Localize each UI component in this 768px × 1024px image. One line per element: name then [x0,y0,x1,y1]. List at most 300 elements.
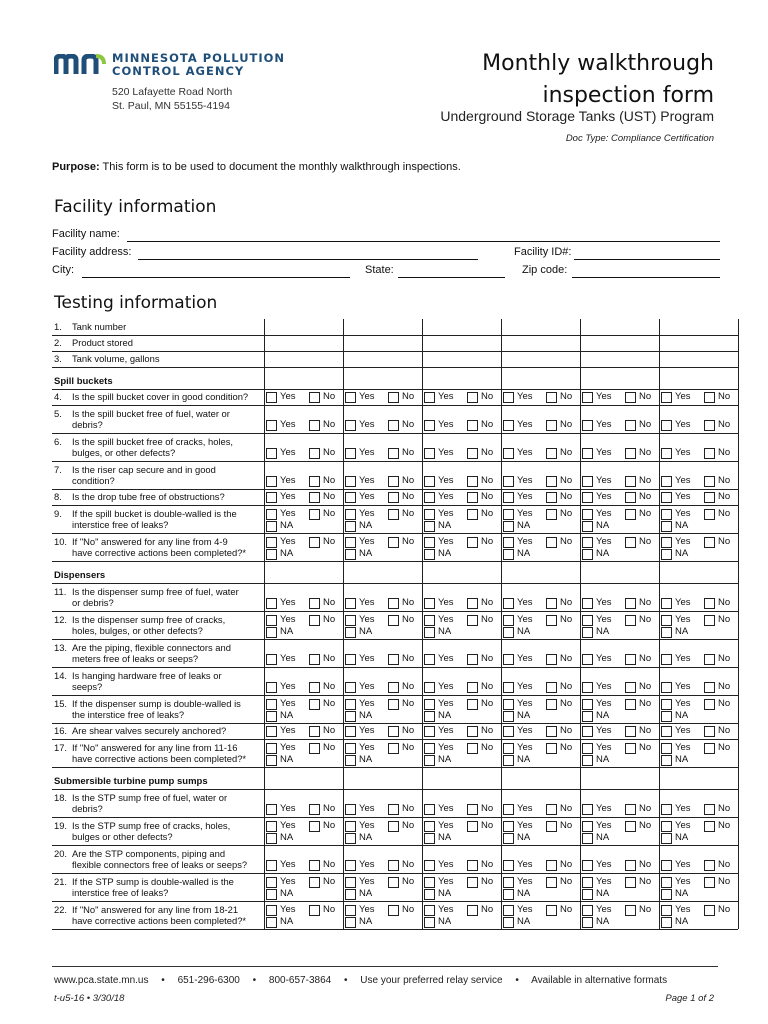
yes-checkbox[interactable] [503,726,514,737]
no-checkbox[interactable] [625,537,636,548]
na-checkbox[interactable] [345,889,356,900]
yes-checkbox[interactable] [424,420,435,431]
yes-checkbox[interactable] [345,420,356,431]
no-checkbox[interactable] [388,598,399,609]
yes-checkbox[interactable] [266,804,277,815]
no-checkbox[interactable] [309,654,320,665]
na-checkbox[interactable] [266,917,277,928]
yes-checkbox[interactable] [503,492,514,503]
no-checkbox[interactable] [467,743,478,754]
yes-checkbox[interactable] [661,392,672,403]
na-checkbox[interactable] [661,889,672,900]
no-checkbox[interactable] [309,615,320,626]
yes-checkbox[interactable] [503,420,514,431]
yes-checkbox[interactable] [424,509,435,520]
yes-checkbox[interactable] [661,509,672,520]
yes-checkbox[interactable] [503,905,514,916]
yes-checkbox[interactable] [266,821,277,832]
yes-checkbox[interactable] [582,492,593,503]
yes-checkbox[interactable] [345,726,356,737]
yes-checkbox[interactable] [503,509,514,520]
yes-checkbox[interactable] [582,420,593,431]
na-checkbox[interactable] [424,917,435,928]
no-checkbox[interactable] [309,509,320,520]
na-checkbox[interactable] [503,889,514,900]
yes-checkbox[interactable] [345,821,356,832]
no-checkbox[interactable] [467,726,478,737]
yes-checkbox[interactable] [503,448,514,459]
no-checkbox[interactable] [467,682,478,693]
no-checkbox[interactable] [704,448,715,459]
yes-checkbox[interactable] [345,699,356,710]
no-checkbox[interactable] [309,682,320,693]
yes-checkbox[interactable] [582,615,593,626]
yes-checkbox[interactable] [582,699,593,710]
yes-checkbox[interactable] [424,654,435,665]
na-checkbox[interactable] [503,549,514,560]
no-checkbox[interactable] [704,420,715,431]
yes-checkbox[interactable] [503,654,514,665]
no-checkbox[interactable] [625,420,636,431]
na-checkbox[interactable] [503,833,514,844]
no-checkbox[interactable] [625,804,636,815]
no-checkbox[interactable] [546,420,557,431]
yes-checkbox[interactable] [424,476,435,487]
na-checkbox[interactable] [661,755,672,766]
yes-checkbox[interactable] [582,682,593,693]
yes-checkbox[interactable] [661,448,672,459]
yes-checkbox[interactable] [266,420,277,431]
tank-input-cell[interactable] [660,335,737,351]
no-checkbox[interactable] [625,877,636,888]
tank-input-cell[interactable] [423,335,500,351]
no-checkbox[interactable] [388,492,399,503]
no-checkbox[interactable] [388,821,399,832]
no-checkbox[interactable] [309,392,320,403]
na-checkbox[interactable] [266,833,277,844]
yes-checkbox[interactable] [661,699,672,710]
yes-checkbox[interactable] [503,821,514,832]
na-checkbox[interactable] [503,917,514,928]
na-checkbox[interactable] [424,889,435,900]
no-checkbox[interactable] [388,699,399,710]
no-checkbox[interactable] [309,448,320,459]
yes-checkbox[interactable] [424,492,435,503]
na-checkbox[interactable] [661,549,672,560]
na-checkbox[interactable] [266,627,277,638]
no-checkbox[interactable] [309,699,320,710]
yes-checkbox[interactable] [345,682,356,693]
yes-checkbox[interactable] [345,598,356,609]
no-checkbox[interactable] [625,682,636,693]
na-checkbox[interactable] [503,711,514,722]
yes-checkbox[interactable] [266,654,277,665]
no-checkbox[interactable] [625,509,636,520]
tank-input-cell[interactable] [581,319,658,335]
no-checkbox[interactable] [704,537,715,548]
yes-checkbox[interactable] [266,682,277,693]
na-checkbox[interactable] [266,889,277,900]
tank-input-cell[interactable] [265,335,342,351]
no-checkbox[interactable] [309,420,320,431]
yes-checkbox[interactable] [582,448,593,459]
no-checkbox[interactable] [546,699,557,710]
facility-name-field[interactable] [127,241,720,242]
yes-checkbox[interactable] [424,682,435,693]
na-checkbox[interactable] [345,917,356,928]
no-checkbox[interactable] [467,537,478,548]
tank-input-cell[interactable] [344,319,421,335]
yes-checkbox[interactable] [503,804,514,815]
yes-checkbox[interactable] [424,860,435,871]
yes-checkbox[interactable] [266,726,277,737]
yes-checkbox[interactable] [661,877,672,888]
no-checkbox[interactable] [546,537,557,548]
yes-checkbox[interactable] [503,537,514,548]
no-checkbox[interactable] [546,492,557,503]
no-checkbox[interactable] [546,821,557,832]
yes-checkbox[interactable] [503,615,514,626]
no-checkbox[interactable] [467,492,478,503]
no-checkbox[interactable] [467,699,478,710]
no-checkbox[interactable] [388,476,399,487]
no-checkbox[interactable] [546,598,557,609]
no-checkbox[interactable] [467,905,478,916]
no-checkbox[interactable] [625,699,636,710]
no-checkbox[interactable] [388,905,399,916]
no-checkbox[interactable] [388,860,399,871]
no-checkbox[interactable] [546,860,557,871]
yes-checkbox[interactable] [582,860,593,871]
no-checkbox[interactable] [467,654,478,665]
yes-checkbox[interactable] [424,804,435,815]
na-checkbox[interactable] [661,917,672,928]
yes-checkbox[interactable] [345,804,356,815]
no-checkbox[interactable] [625,726,636,737]
no-checkbox[interactable] [546,615,557,626]
yes-checkbox[interactable] [661,492,672,503]
no-checkbox[interactable] [309,860,320,871]
na-checkbox[interactable] [424,521,435,532]
na-checkbox[interactable] [266,549,277,560]
tank-input-cell[interactable] [502,319,579,335]
yes-checkbox[interactable] [582,509,593,520]
na-checkbox[interactable] [424,627,435,638]
yes-checkbox[interactable] [424,877,435,888]
no-checkbox[interactable] [704,905,715,916]
facility-id-field[interactable] [574,259,720,260]
yes-checkbox[interactable] [503,860,514,871]
na-checkbox[interactable] [345,833,356,844]
no-checkbox[interactable] [309,877,320,888]
na-checkbox[interactable] [582,521,593,532]
no-checkbox[interactable] [467,821,478,832]
yes-checkbox[interactable] [503,392,514,403]
no-checkbox[interactable] [625,448,636,459]
yes-checkbox[interactable] [266,537,277,548]
na-checkbox[interactable] [345,627,356,638]
na-checkbox[interactable] [582,833,593,844]
yes-checkbox[interactable] [424,392,435,403]
tank-input-cell[interactable] [265,351,342,367]
yes-checkbox[interactable] [661,860,672,871]
no-checkbox[interactable] [467,476,478,487]
yes-checkbox[interactable] [345,615,356,626]
yes-checkbox[interactable] [661,682,672,693]
yes-checkbox[interactable] [661,598,672,609]
yes-checkbox[interactable] [424,905,435,916]
yes-checkbox[interactable] [582,726,593,737]
na-checkbox[interactable] [266,521,277,532]
no-checkbox[interactable] [467,448,478,459]
tank-input-cell[interactable] [660,351,737,367]
no-checkbox[interactable] [625,476,636,487]
footer-website[interactable]: www.pca.state.mn.us [54,975,149,986]
yes-checkbox[interactable] [424,537,435,548]
no-checkbox[interactable] [546,682,557,693]
na-checkbox[interactable] [582,755,593,766]
yes-checkbox[interactable] [582,476,593,487]
na-checkbox[interactable] [424,833,435,844]
yes-checkbox[interactable] [266,598,277,609]
no-checkbox[interactable] [309,598,320,609]
yes-checkbox[interactable] [582,537,593,548]
no-checkbox[interactable] [625,905,636,916]
na-checkbox[interactable] [582,889,593,900]
yes-checkbox[interactable] [345,654,356,665]
no-checkbox[interactable] [704,821,715,832]
no-checkbox[interactable] [625,654,636,665]
yes-checkbox[interactable] [582,804,593,815]
na-checkbox[interactable] [345,711,356,722]
no-checkbox[interactable] [309,726,320,737]
state-field[interactable] [398,277,505,278]
no-checkbox[interactable] [704,682,715,693]
yes-checkbox[interactable] [582,743,593,754]
yes-checkbox[interactable] [345,392,356,403]
yes-checkbox[interactable] [345,905,356,916]
no-checkbox[interactable] [625,615,636,626]
tank-input-cell[interactable] [502,351,579,367]
no-checkbox[interactable] [625,860,636,871]
no-checkbox[interactable] [546,877,557,888]
no-checkbox[interactable] [625,598,636,609]
no-checkbox[interactable] [309,743,320,754]
yes-checkbox[interactable] [503,743,514,754]
no-checkbox[interactable] [467,392,478,403]
yes-checkbox[interactable] [661,537,672,548]
yes-checkbox[interactable] [661,821,672,832]
yes-checkbox[interactable] [582,392,593,403]
no-checkbox[interactable] [467,615,478,626]
no-checkbox[interactable] [388,392,399,403]
na-checkbox[interactable] [582,917,593,928]
no-checkbox[interactable] [388,509,399,520]
yes-checkbox[interactable] [582,877,593,888]
na-checkbox[interactable] [661,627,672,638]
no-checkbox[interactable] [546,392,557,403]
tank-input-cell[interactable] [581,335,658,351]
no-checkbox[interactable] [704,392,715,403]
yes-checkbox[interactable] [424,821,435,832]
na-checkbox[interactable] [582,711,593,722]
no-checkbox[interactable] [467,509,478,520]
yes-checkbox[interactable] [266,905,277,916]
tank-input-cell[interactable] [344,351,421,367]
tank-input-cell[interactable] [502,335,579,351]
no-checkbox[interactable] [388,726,399,737]
no-checkbox[interactable] [467,860,478,871]
na-checkbox[interactable] [661,711,672,722]
yes-checkbox[interactable] [424,743,435,754]
tank-input-cell[interactable] [265,319,342,335]
no-checkbox[interactable] [704,492,715,503]
no-checkbox[interactable] [546,804,557,815]
yes-checkbox[interactable] [661,615,672,626]
city-field[interactable] [82,277,350,278]
no-checkbox[interactable] [704,860,715,871]
na-checkbox[interactable] [661,833,672,844]
yes-checkbox[interactable] [266,860,277,871]
yes-checkbox[interactable] [582,654,593,665]
yes-checkbox[interactable] [503,699,514,710]
no-checkbox[interactable] [625,743,636,754]
yes-checkbox[interactable] [345,492,356,503]
no-checkbox[interactable] [625,392,636,403]
yes-checkbox[interactable] [266,492,277,503]
yes-checkbox[interactable] [345,476,356,487]
na-checkbox[interactable] [345,755,356,766]
na-checkbox[interactable] [503,521,514,532]
no-checkbox[interactable] [704,804,715,815]
no-checkbox[interactable] [309,492,320,503]
na-checkbox[interactable] [661,521,672,532]
no-checkbox[interactable] [625,821,636,832]
tank-input-cell[interactable] [344,335,421,351]
no-checkbox[interactable] [388,877,399,888]
yes-checkbox[interactable] [345,877,356,888]
yes-checkbox[interactable] [424,726,435,737]
yes-checkbox[interactable] [345,537,356,548]
no-checkbox[interactable] [546,476,557,487]
facility-address-field[interactable] [138,259,478,260]
yes-checkbox[interactable] [661,420,672,431]
na-checkbox[interactable] [582,549,593,560]
yes-checkbox[interactable] [424,615,435,626]
yes-checkbox[interactable] [661,476,672,487]
na-checkbox[interactable] [503,755,514,766]
no-checkbox[interactable] [704,509,715,520]
yes-checkbox[interactable] [345,743,356,754]
yes-checkbox[interactable] [266,743,277,754]
no-checkbox[interactable] [546,654,557,665]
na-checkbox[interactable] [345,521,356,532]
no-checkbox[interactable] [309,537,320,548]
yes-checkbox[interactable] [424,598,435,609]
na-checkbox[interactable] [266,711,277,722]
yes-checkbox[interactable] [661,743,672,754]
yes-checkbox[interactable] [266,615,277,626]
no-checkbox[interactable] [388,537,399,548]
yes-checkbox[interactable] [266,509,277,520]
yes-checkbox[interactable] [661,905,672,916]
yes-checkbox[interactable] [345,448,356,459]
yes-checkbox[interactable] [424,699,435,710]
yes-checkbox[interactable] [503,877,514,888]
no-checkbox[interactable] [467,877,478,888]
na-checkbox[interactable] [424,549,435,560]
no-checkbox[interactable] [546,905,557,916]
no-checkbox[interactable] [704,476,715,487]
no-checkbox[interactable] [546,743,557,754]
no-checkbox[interactable] [467,420,478,431]
no-checkbox[interactable] [625,492,636,503]
no-checkbox[interactable] [704,743,715,754]
yes-checkbox[interactable] [345,509,356,520]
no-checkbox[interactable] [704,654,715,665]
no-checkbox[interactable] [704,726,715,737]
yes-checkbox[interactable] [266,392,277,403]
tank-input-cell[interactable] [581,351,658,367]
yes-checkbox[interactable] [661,804,672,815]
yes-checkbox[interactable] [503,682,514,693]
na-checkbox[interactable] [424,711,435,722]
no-checkbox[interactable] [467,804,478,815]
yes-checkbox[interactable] [266,448,277,459]
no-checkbox[interactable] [388,654,399,665]
yes-checkbox[interactable] [345,860,356,871]
na-checkbox[interactable] [582,627,593,638]
tank-input-cell[interactable] [423,319,500,335]
no-checkbox[interactable] [546,509,557,520]
no-checkbox[interactable] [467,598,478,609]
yes-checkbox[interactable] [582,905,593,916]
na-checkbox[interactable] [424,755,435,766]
no-checkbox[interactable] [309,476,320,487]
no-checkbox[interactable] [309,804,320,815]
yes-checkbox[interactable] [424,448,435,459]
na-checkbox[interactable] [266,755,277,766]
tank-input-cell[interactable] [423,351,500,367]
no-checkbox[interactable] [388,615,399,626]
yes-checkbox[interactable] [582,598,593,609]
no-checkbox[interactable] [309,821,320,832]
yes-checkbox[interactable] [661,726,672,737]
zip-field[interactable] [572,277,720,278]
yes-checkbox[interactable] [661,654,672,665]
yes-checkbox[interactable] [503,598,514,609]
yes-checkbox[interactable] [503,476,514,487]
tank-input-cell[interactable] [660,319,737,335]
yes-checkbox[interactable] [266,877,277,888]
yes-checkbox[interactable] [266,699,277,710]
no-checkbox[interactable] [388,804,399,815]
no-checkbox[interactable] [388,743,399,754]
no-checkbox[interactable] [309,905,320,916]
no-checkbox[interactable] [388,682,399,693]
no-checkbox[interactable] [704,598,715,609]
yes-checkbox[interactable] [582,821,593,832]
na-checkbox[interactable] [345,549,356,560]
na-checkbox[interactable] [503,627,514,638]
no-checkbox[interactable] [704,877,715,888]
no-checkbox[interactable] [704,699,715,710]
no-checkbox[interactable] [546,726,557,737]
yes-checkbox[interactable] [266,476,277,487]
no-checkbox[interactable] [388,420,399,431]
no-checkbox[interactable] [704,615,715,626]
no-checkbox[interactable] [388,448,399,459]
